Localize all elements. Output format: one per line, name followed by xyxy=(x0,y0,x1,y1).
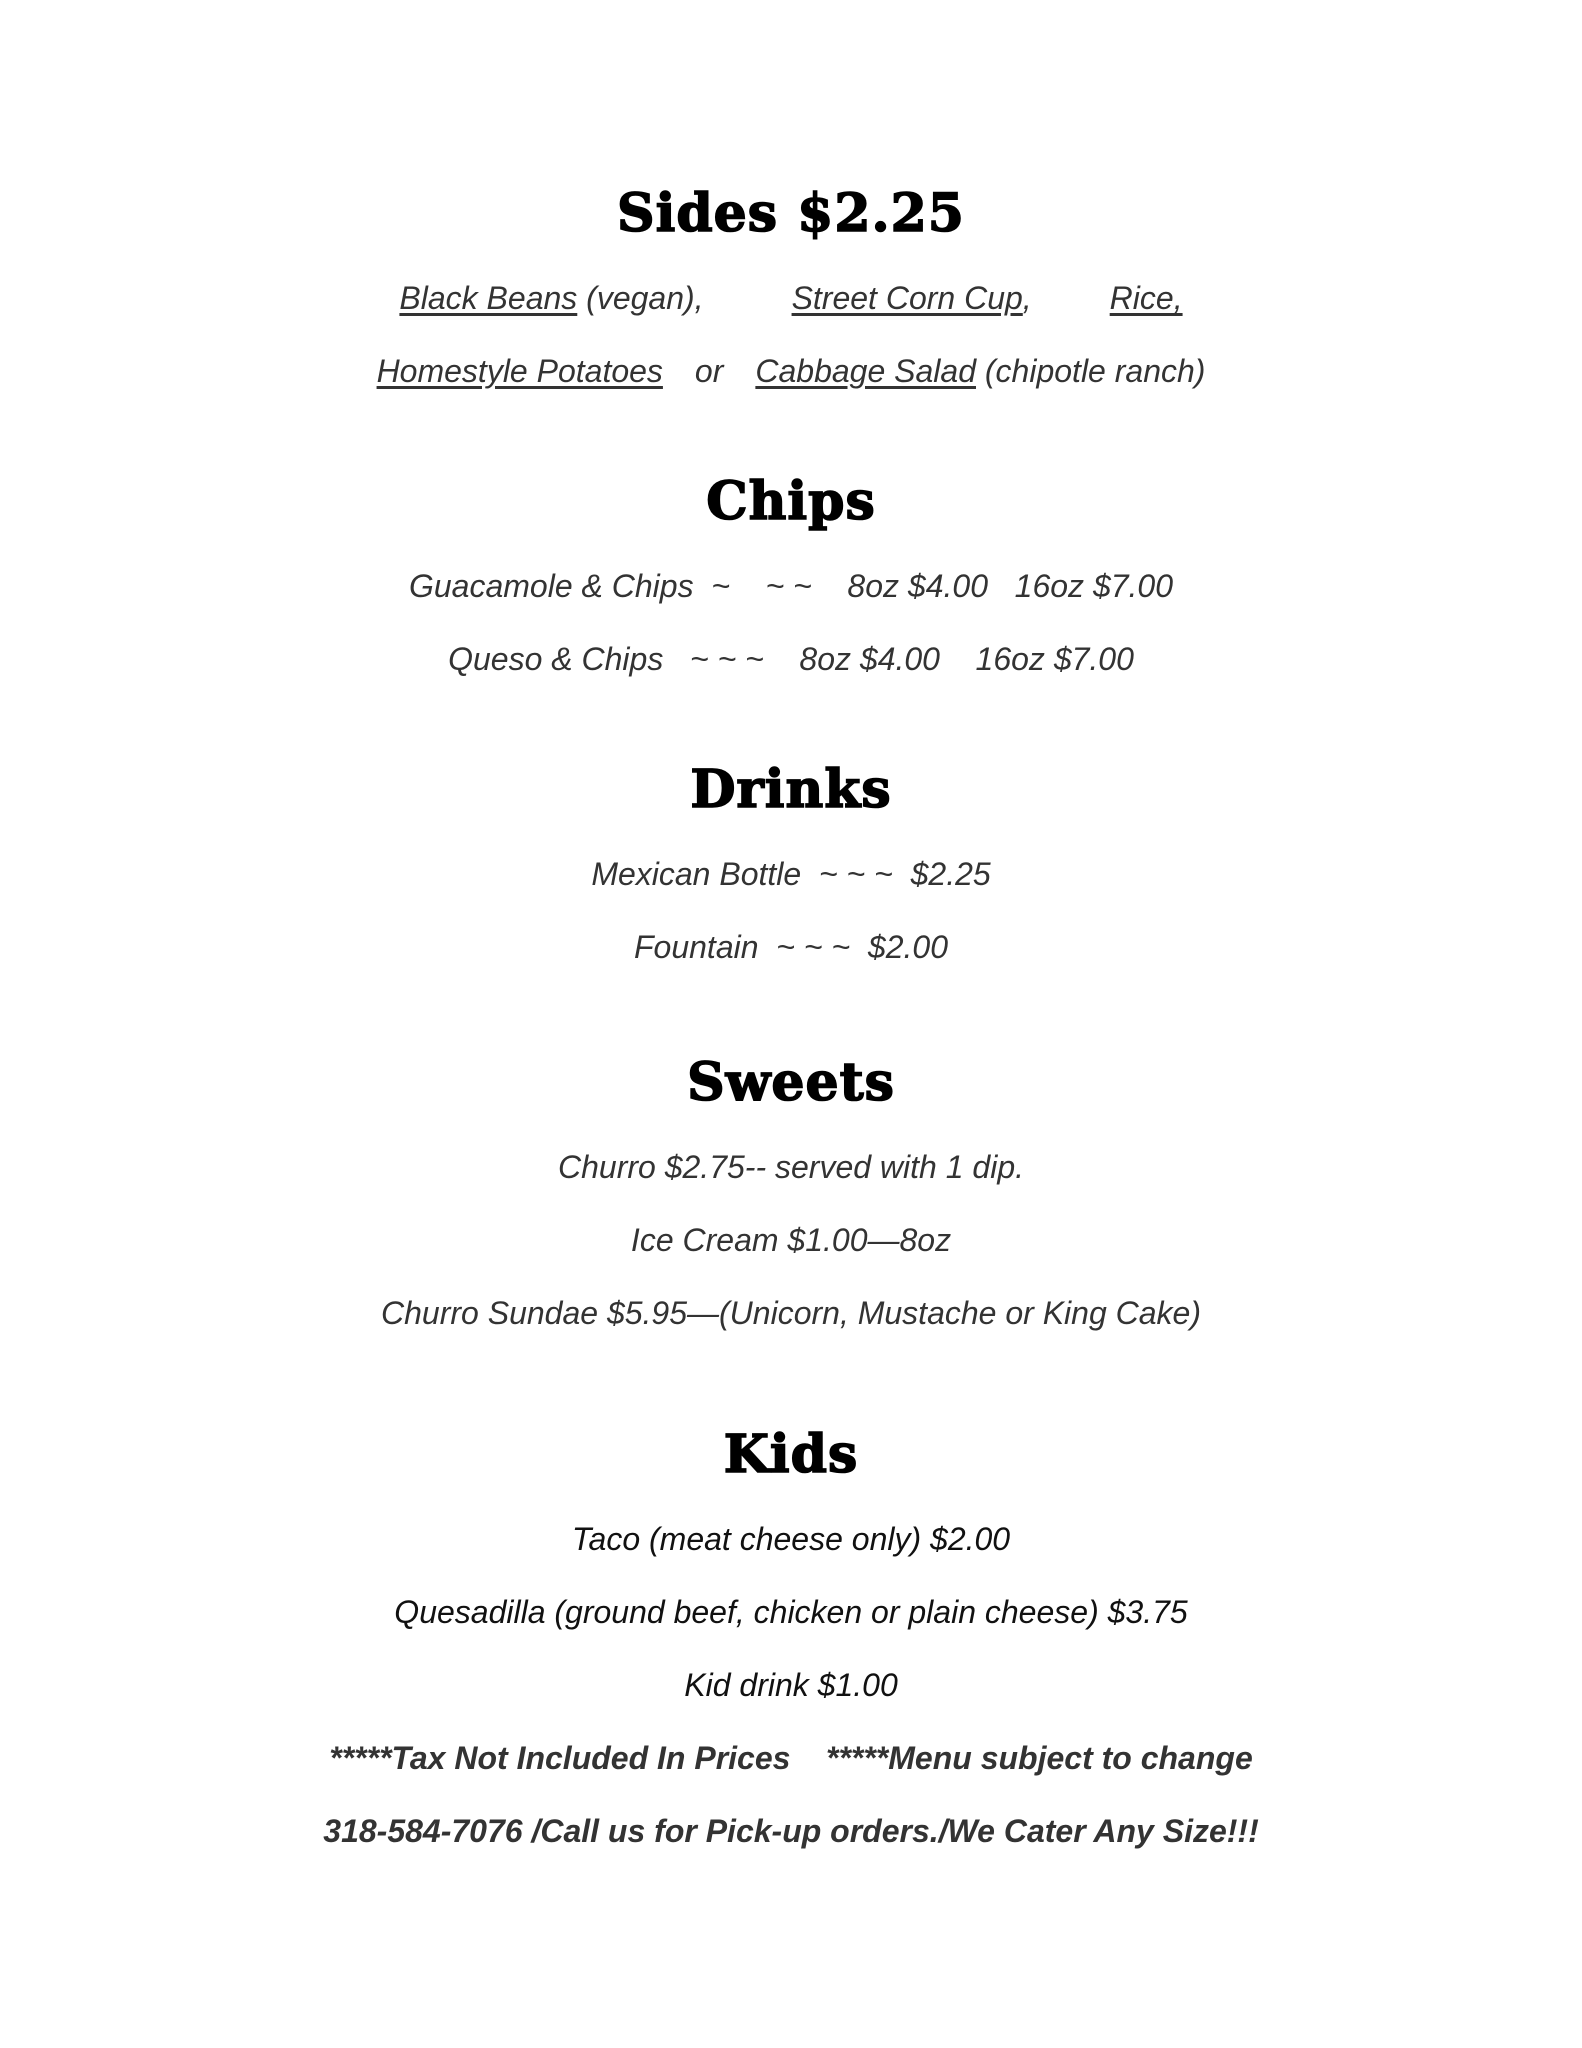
contact-line: 318-584-7076 /Call us for Pick-up orders./We Cater Any Size!!! xyxy=(323,1813,1259,1849)
side-item-rice: Rice, xyxy=(1109,280,1183,316)
kids-item-kid-drink: Kid drink $1.00 xyxy=(684,1667,898,1703)
sides-line-2 xyxy=(0,351,1582,391)
kids-item-quesadilla: Quesadilla (ground beef, chicken or plain cheese) $3.75 xyxy=(394,1594,1188,1630)
sides-line-1 xyxy=(0,278,1582,318)
side-item-black-beans: Black Beans xyxy=(399,280,578,316)
drinks-item-fountain: Fountain ~ ~ ~ $2.00 xyxy=(633,929,948,965)
sweets-heading: Sweets xyxy=(687,1052,895,1113)
kids-item-taco: Taco (meat cheese only) $2.00 xyxy=(571,1521,1011,1557)
sides-heading: Sides $2.25 xyxy=(617,183,965,244)
sweets-item-churro-sundae: Churro Sundae $5.95—(Unicorn, Mustache or King Cake) xyxy=(381,1295,1201,1331)
sweets-item-churro: Churro $2.75-- served with 1 dip. xyxy=(558,1149,1024,1185)
sides-connector: or xyxy=(694,353,724,389)
side-item-cabbage-salad-note: (chipotle ranch) xyxy=(976,353,1206,389)
tax-notice: *****Tax Not Included In Prices *****Menu subject to change xyxy=(329,1740,1253,1776)
drinks-heading: Drinks xyxy=(690,759,892,820)
side-item-black-beans-note: (vegan), xyxy=(577,280,704,316)
side-item-homestyle-potatoes: Homestyle Potatoes xyxy=(376,353,663,389)
side-item-cabbage-salad: Cabbage Salad xyxy=(755,353,976,389)
kids-heading: Kids xyxy=(723,1424,859,1485)
side-item-separator: , xyxy=(1022,280,1032,316)
drinks-item-mexican-bottle: Mexican Bottle ~ ~ ~ $2.25 xyxy=(591,856,991,892)
side-item-street-corn-cup: Street Corn Cup xyxy=(791,280,1023,316)
sweets-item-ice-cream: Ice Cream $1.00—8oz xyxy=(630,1222,952,1258)
chips-item-queso: Queso & Chips ~ ~ ~ 8oz $4.00 16oz $7.00 xyxy=(448,641,1134,677)
chips-item-guacamole: Guacamole & Chips ~ ~ ~ 8oz $4.00 16oz $7.00 xyxy=(408,568,1174,604)
chips-heading: Chips xyxy=(706,471,876,532)
